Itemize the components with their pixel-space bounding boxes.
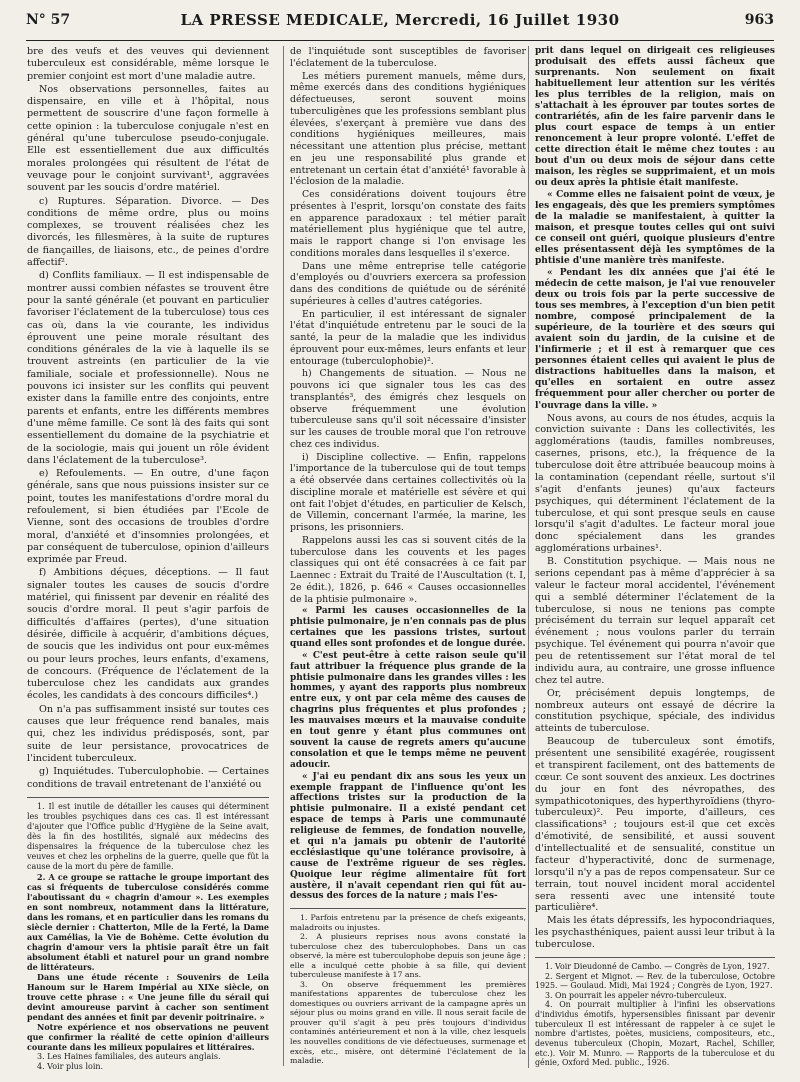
quote-paragraph: « J'ai eu pendant dix ans sous les yeux un exemple frappant de l'influence qu'ont les affections tristes sur la production de la phtisie pulmonaire. Il a existé pendant cet espace de temps à Paris une communauté religieuse de femmes, de fondation nouvelle, et qui n'a jamais pu obtenir de l'autorité ecclésiastique qu'une tolérance provisoire, à cause de l'extrême rigueur de ses règles. Quoique leur régime alimentaire fût fort austère, il n'avait cependant rien qui fût au-dessus des forces de la nature ; mais l'es-: [290, 771, 526, 902]
paragraph: g) Inquiétudes. Tuberculophobie. — Certaines conditions de travail entretenant de l'anxiété ou: [27, 766, 269, 790]
quote-paragraph: « Parmi les causes occasionnelles de la phtisie pulmonaire, je n'en connais pas de plus certaines que les passions tristes, surtout quand elles sont profondes et de longue durée.: [290, 606, 526, 649]
footnotes: [27, 797, 269, 1072]
footnotes: [290, 908, 526, 1065]
laennec-quote: [290, 606, 526, 902]
paragraph: f) Ambitions déçues, déceptions. — Il faut signaler toutes les causes de soucis d'ordre matériel, qui finissent par devenir en réalité des soucis d'ordre moral. Il peut s'agir parfois de difficultés d'affaires (pertes), d'une situation désirée, difficile à acquérir, d'ambitions déçues, de soucis que les individus ont pour eux-mêmes ou pour leurs proches, leurs enfants, d'examens, de concours. (Fréquence de l'éclatement de la tuberculose chez les candidats aux grandes écoles, les candidats à des concours difficiles⁴.): [27, 567, 269, 702]
footnote: 4. On pourrait multiplier à l'infini les observations d'individus émotifs, hypersensibles finissant par devenir tuberculeux Il est intéressant de rappeler à ce sujet le nombre d'artistes, poètes, musiciens, compositeurs, etc., devenus tuberculeux (Chopin, Mozart, Rachel, Schiller, etc.). Voir M. Munro. — Rapports de la tuberculose et du génie, Oxford Med. public., 1926.: [535, 1000, 775, 1068]
footnote: 2. Sergent et Mignot. — Rev. de la tuberculose, Octobre 1925. — Goulaud. Midi, Mai 1924 ; Congrès de Lyon, 1927.: [535, 971, 775, 991]
page-header: [26, 10, 774, 41]
section-heading-paragraph: B. Constitution psychique. — Mais nous ne serions cependant pas à même d'apprécier à sa valeur le facteur moral accidentel, l'événement qui a semblé déterminer l'éclatement de la tuberculose, si nous ne tenions pas compte précisément du terrain sur lequel apparaît cet événement ; nous voulons parler du terrain psychique. Tel événement qui pourra n'avoir que peu de retentissement sur l'état moral de tel individu aura, au contraire, une grosse influence chez tel autre.: [535, 556, 775, 686]
paragraph: h) Changements de situation. — Nous ne pouvons ici que signaler tous les cas des transplantés³, des émigrés chez lesquels on observe fréquemment une évolution tuberculeuse sans qu'il soit nécessaire d'insister sur les causes de trouble moral que l'on retrouve chez ces individus.: [290, 368, 526, 450]
laennec-quote-continued: [535, 46, 775, 412]
quote-paragraph: « Comme elles ne faisaient point de vœux, je les engageais, dès que les premiers symptômes de la maladie se manifestaient, à quitter la maison, et presque toutes celles qui ont suivi ce conseil ont guéri, quoique plusieurs d'entre elles présentassent déjà les symptômes de la phtisie d'une manière très manifeste.: [535, 190, 775, 267]
paragraph: Les métiers purement manuels, même durs, même exercés dans des conditions hygiéniques défectueuses, seront souvent moins tuberculigènes que les professions semblant plus élevées, s'exerçant à première vue dans des conditions hygiéniques meilleures, mais nécessitant une attention plus précise, mettant en jeu une responsabilité plus grande et entretenant un certain état d'anxiété¹ favorable à l'éclosion de la maladie.: [290, 70, 526, 188]
journal-title: LA PRESSE MEDICALE, Mercredi, 16 Juillet 1930: [180, 11, 620, 29]
paragraph: Ces considérations doivent toujours être présentes à l'esprit, lorsqu'on constate des faits en apparence paradoxaux : tel métier paraît matériellement plus hygiénique que tel autre, mais le rapport change si l'on envisage les conditions morales dans lesquelles il s'exerce.: [290, 189, 526, 259]
column-3: [528, 46, 775, 1068]
paragraph: Nous avons, au cours de nos études, acquis la conviction suivante : Dans les collectivités, les agglomérations (taudis, familles nombreuses, casernes, prisons, etc.), la fréquence de la tuberculose doit être attribuée beaucoup moins à la contamination (cependant réelle, surtout s'il s'agit d'enfants jeunes) qu'aux facteurs psychiques, qui déterminent l'éclatement de la tuberculose, et qui sont presque seuls en cause lorsqu'il s'agit d'adultes. Le facteur moral joue donc spécialement dans les grandes agglomérations urbaines¹.: [535, 412, 775, 555]
footnote: 4. Voir plus loin.: [37, 1061, 104, 1071]
paragraph: Beaucoup de tuberculeux sont émotifs, présentent une sensibilité exagérée, rougissent et transpirent facilement, ont des battements de cœur. Ce sont souvent des anxieux. Les doctrines du jour en font des névropathes, des sympathicotoniques, des hyperthyroïdiens (thyro-tuberculeux)². Peu importe, d'ailleurs, ces classifications³ ; toujours est-il que cet excès d'émotivité, de sensibilité, et aussi souvent d'intellectualité et de sensualité, constitue un facteur d'hyperactivité, donc de surmenage, lorsqu'il n'y a pas de repos compensateur. Sur ce terrain, tout nouvel incident moral accidentel sera ressenti avec une intensité toute particulière⁴.: [535, 736, 775, 914]
paragraph: bre des veufs et des veuves qui deviennent tuberculeux est considérable, même lorsque le premier conjoint est mort d'une maladie autre.: [27, 46, 269, 82]
paragraph: e) Refoulements. — En outre, d'une façon générale, sans que nous puissions insister sur ce point, toutes les manifestations d'ordre moral du refoulement, si bien étudiées par l'Ecole de Vienne, sont des occasions de troubles d'ordre moral, d'anxiété et d'insomnies prolongées, et par conséquent de tuberculose, opinion d'ailleurs exprimée par Freud.: [27, 468, 269, 566]
footnote: 3. On pourrait les appeler névro-tuberculeux.: [545, 990, 727, 1000]
paragraph: d) Conflits familiaux. — Il est indispensable de montrer aussi combien néfastes se trouvent être pour la santé générale (et pouvant en particulier favoriser l'éclatement de la tuberculose) tous ces cas où, dans la vie courante, les individus éprouvent une peine morale résultant des conditions générales de la vie à laquelle ils se trouvent astreints (en particulier de la vie familiale, sociale et professionnelle). Nous ne pouvons ici insister sur les conflits qui peuvent exister dans la famille entre des conjoints, entre parents et enfants, entre les différents membres d'une même famille. Ce sont là des faits qui sont essentiellement du domaine de la psychiatrie et de la sociologie, mais qui jouent un rôle évident dans l'éclatement de la tuberculose³.: [27, 270, 269, 466]
footnote: Dans une étude récente : Souvenirs de Leila Hanoum sur le Harem Impérial au XIXe siècle, on trouve cette phrase : « Une jeune fille du sérail qui devint amoureuse parvint à cacher son sentiment pendant des années et finit par devenir poitrinaire. »: [27, 971, 269, 1022]
footnote: 2. A plusieurs reprises nous avons constaté la tuberculose chez des tuberculophobes. Dans un cas observé, la mère est tuberculophobe depuis son jeune âge ; elle a inculqué cette phobie à sa fille, qui devient tuberculeuse manifeste à 17 ans.: [290, 932, 526, 980]
footnote: 1. Parfois entretenu par la présence de chefs exigeants, maladroits ou injustes.: [290, 913, 526, 932]
paragraph: i) Discipline collective. — Enfin, rappelons l'importance de la tuberculose qui de tout temps a été observée dans certaines collectivités où la discipline morale et matérielle est sévère et qui ont fait l'objet d'études, en particulier de Kelsch, de Villemin, concernant l'armée, la marine, les prisons, les prisonniers.: [290, 451, 526, 533]
footnote: 1. Voir Dieudonné de Cambo. — Congrès de Lyon, 1927.: [545, 961, 770, 971]
paragraph: Nos observations personnelles, faites au dispensaire, en ville et à l'hôpital, nous permettent de souscrire d'une façon formelle à cette opinion : la tuberculose conjugale n'est en général qu'une tuberculose pseudo-conjugale. Elle est essentiellement due aux difficultés morales prolongées qui résultent de l'état de veuvage pour le conjoint survivant¹, aggravées souvent par les soucis d'ordre matériel.: [27, 83, 269, 194]
paragraph: Dans une même entreprise telle catégorie d'employés ou d'ouvriers exercera sa profession dans des conditions de quiétude ou de sérénité supérieures à celles d'autres catégories.: [290, 260, 526, 307]
footnote: 3. On observe fréquemment les premières manifestations apparentes de tuberculose chez les domestiques ou ouvriers arrivant de la campagne après un séjour plus ou moins grand en ville. Il nous serait facile de prouver qu'il s'agit à peu près toujours d'individus contaminés antérieurement et non à la ville, chez lesquels les nouvelles conditions de vie défectueuses, surmenage et excès, etc., misère, ont déterminé l'éclatement de la maladie.: [290, 979, 526, 1066]
footnote: 3. Les Haines familiales, des auteurs anglais.: [37, 1051, 221, 1061]
footnote: 1. Il est inutile de détailler les causes qui déterminent les troubles psychiques dans ces cas. Il est intéressant d'ajouter que l'Office public d'Hygiène de la Seine avait, dès la fin des hostilités, signalé aux médecins des dispensaires la fréquence de la tuberculose chez les veuves et chez les orphelins de la guerre, quelle que fût la cause de la mort du père de famille.: [27, 801, 269, 871]
quote-paragraph: « C'est peut-être à cette raison seule qu'il faut attribuer la fréquence plus grande de la phtisie pulmonaire dans les grandes villes : les hommes, y ayant des rapports plus nombreux entre eux, y ont par cela même des causes de chagrins plus fréquentes et plus profondes ; les mauvaises mœurs et la mauvaise conduite en tout genre y étant plus communes ont souvent la cause de regrets amers qu'aucune consolation et que le temps même ne peuvent adoucir.: [290, 650, 526, 770]
footnotes: [535, 957, 775, 1068]
paragraph: de l'inquiétude sont susceptibles de favoriser l'éclatement de la tuberculose.: [290, 46, 526, 69]
paragraph: Or, précisément depuis longtemps, de nombreux auteurs ont essayé de décrire la constitution psychique, spéciale, des individus atteints de tuberculose.: [535, 687, 775, 735]
paragraph: c) Ruptures. Séparation. Divorce. — Des conditions de même ordre, plus ou moins complexes, se trouvent réalisées chez les divorcés, les fillesmères, à la suite de ruptures de fiançailles, de liaisons, etc., de peines d'ordre affectif².: [27, 195, 269, 269]
column-1: [27, 46, 269, 1072]
quote-paragraph: prit dans lequel on dirigeait ces religieuses produisait des effets aussi fâcheux que surprenants. Non seulement on fixait habituellement leur attention sur les vérités les plus terribles de la religion, mais on s'attachait à les éprouver par toutes sortes de contrariétés, afin de les faire parvenir dans le plus court espace de temps à un entier renoncement à leur propre volonté. L'effet de cette direction était le même chez toutes : au bout d'un ou deux mois de séjour dans cette maison, les règles se supprimaient, et un mois ou deux après la phtisie était manifeste.: [535, 46, 775, 189]
paragraph: Mais les états dépressifs, les hypocondriaques, les psychasthéniques, paient aussi leur tribut à la tuberculose.: [535, 915, 775, 951]
page-number: 963: [744, 12, 774, 28]
paragraph: En particulier, il est intéressant de signaler l'état d'inquiétude entretenu par le souci de la santé, la peur de la maladie que les individus éprouvent pour eux-mêmes, leurs enfants et leur entourage (tuberculophobie)².: [290, 308, 526, 367]
footnote: 2. A ce groupe se rattache le groupe important des cas si fréquents de tuberculose considérés comme l'aboutissant du « chagrin d'amour ». Les exemples en sont nombreux, notamment dans la littérature, dans les romans, et en particulier dans les romans du siècle dernier : Chatterton, Mlle de la Ferté, la Dame aux Camélias, la Vie de Bohème. Cette évolution du chagrin d'amour vers la phtisie paraît être un fait absolument établi et naturel pour un grand nombre de littérateurs.: [27, 871, 269, 972]
footnote: Notre expérience et nos observations ne peuvent que confirmer la réalité de cette opinion d'ailleurs courante dans les milieux populaires et littéraires.: [27, 1021, 269, 1052]
issue-number: N° 57: [26, 12, 71, 28]
paragraph: On n'a pas suffisamment insisté sur toutes ces causes que leur fréquence rend banales, mais qui, chez les individus prédisposés, sont, par suite de leur persistance, provocatrices de l'incident tuberculeux.: [27, 703, 269, 764]
column-2: [283, 46, 526, 1066]
paragraph: Rappelons aussi les cas si souvent cités de la tuberculose dans les couvents et les pages classiques qui ont été consacrées à ce fait par Laennec : Extrait du Traité de l'Auscultation (t. I, 2e édit.), 1826, p. 646 « Causes occasionnelles de la phtisie pulmonaire ».: [290, 534, 526, 605]
quote-paragraph: « Pendant les dix années que j'ai été le médecin de cette maison, je l'ai vue renouveler deux ou trois fois par la perte successive de tous ses membres, à l'exception d'un bien petit nombre, composé principalement de la supérieure, de la tourière et des sœurs qui avaient soin du jardin, de la cuisine et de l'infirmerie ; et il est à remarquer que ces personnes étaient celles qui avaient le plus de distractions habituelles dans la maison, et qu'elles en sortaient en outre assez fréquemment pour aller chercher ou porter de l'ouvrage dans la ville. »: [535, 268, 775, 411]
